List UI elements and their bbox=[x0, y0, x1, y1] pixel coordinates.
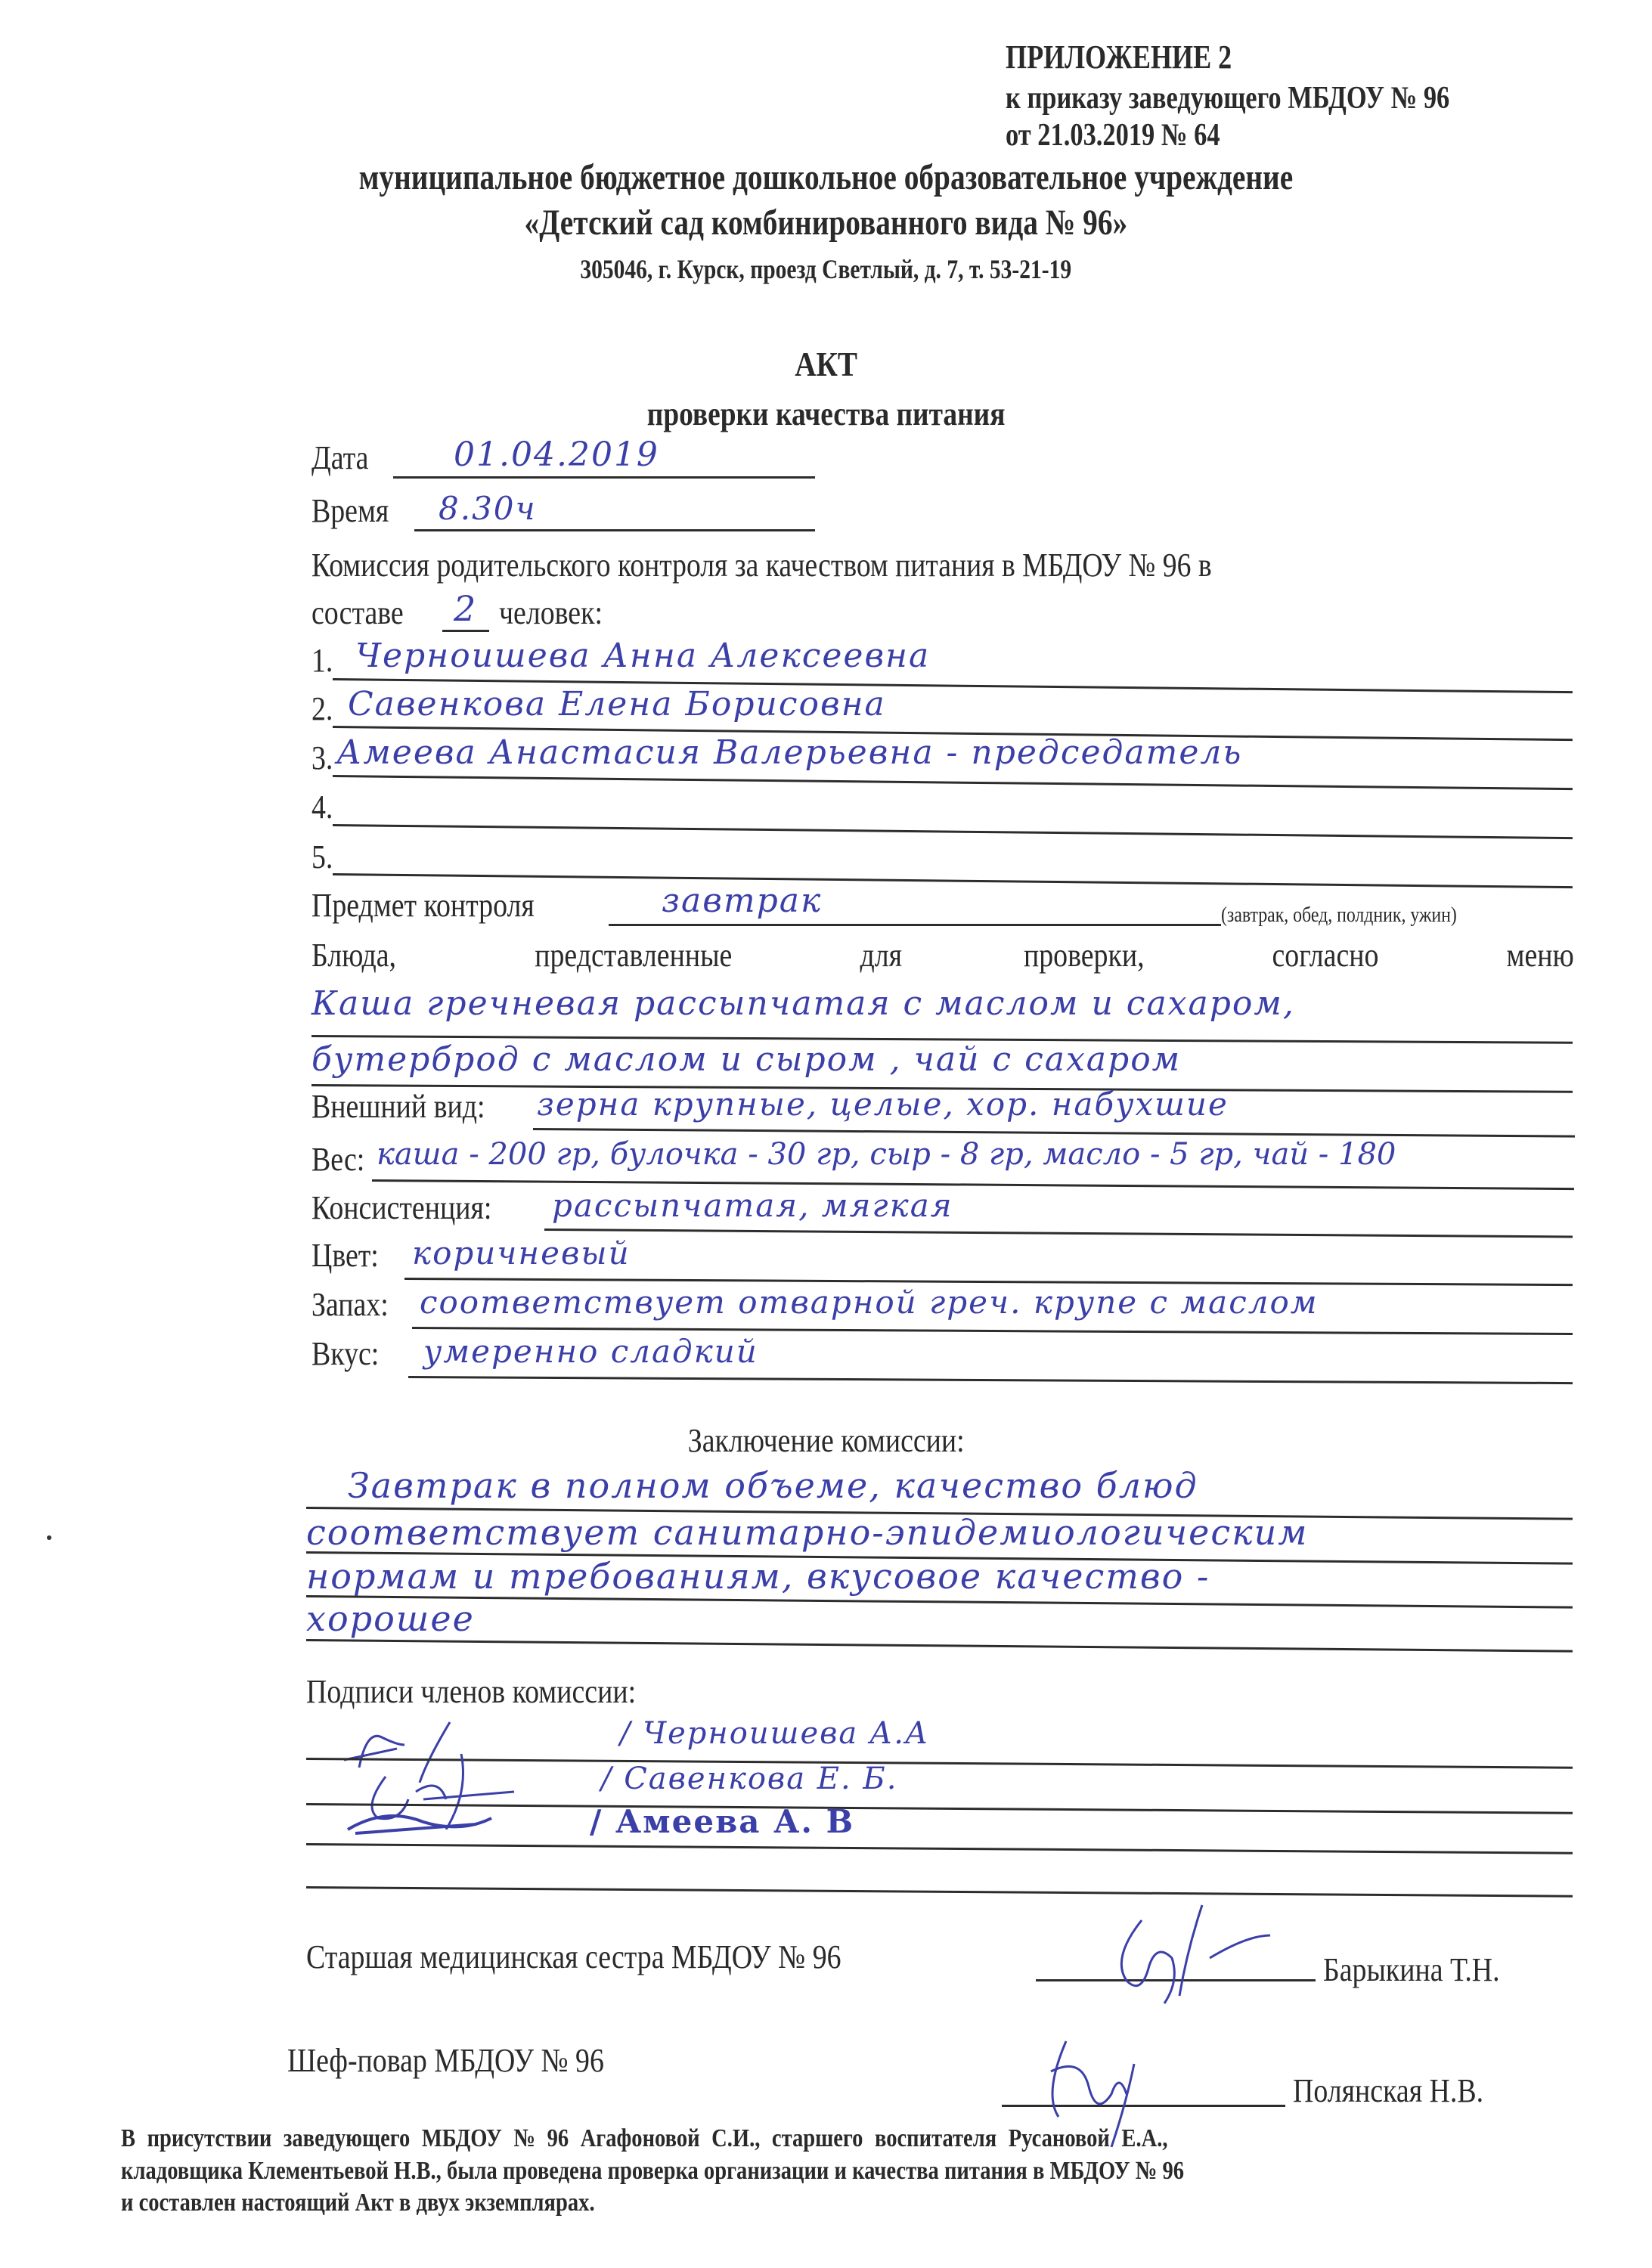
conclusion-underline-4 bbox=[306, 1639, 1573, 1653]
dishes-label-word: проверки, bbox=[1024, 937, 1145, 974]
date-underline bbox=[393, 476, 815, 479]
order-date: от 21.03.2019 № 64 bbox=[1006, 118, 1220, 153]
chef-label: Шеф-повар МБДОУ № 96 bbox=[287, 2042, 604, 2079]
consistency-field[interactable]: рассыпчатая, мягкая bbox=[552, 1187, 953, 1224]
color-label: Цвет: bbox=[311, 1237, 379, 1274]
smell-label: Запах: bbox=[311, 1286, 389, 1323]
institution-address-text: 305046, г. Курск, проезд Светлый, д. 7, т. 53-21-19 bbox=[580, 254, 1072, 284]
institution-type-text: муниципальное бюджетное дошкольное образовательное учреждение bbox=[358, 157, 1294, 197]
member-num-5: 5. bbox=[311, 838, 333, 875]
conclusion-label-text: Заключение комиссии: bbox=[687, 1422, 965, 1459]
dishes-label-word: меню bbox=[1506, 937, 1574, 974]
commission-count-underline bbox=[442, 630, 489, 632]
member-field-1[interactable]: Черноишева Анна Алексеевна bbox=[355, 637, 931, 675]
chef-name: Полянская Н.В. bbox=[1293, 2072, 1484, 2109]
commission-count-field[interactable]: 2 bbox=[454, 588, 478, 629]
subject-hint: (завтрак, обед, полдник, ужин) bbox=[1221, 903, 1457, 927]
nurse-name: Барыкина Т.Н. bbox=[1323, 1951, 1500, 1988]
taste-underline bbox=[408, 1376, 1573, 1384]
member-num-3: 3. bbox=[311, 739, 333, 776]
footer-line-1 bbox=[121, 2124, 1633, 2153]
document-subtitle-text: проверки качества питания bbox=[646, 395, 1006, 432]
footer-line-1-text: В присутствии заведующего МБДОУ № 96 Агафоновой С.И., старшего воспитателя Русановой Е.А., bbox=[121, 2124, 1168, 2152]
dishes-label-word: представленные bbox=[535, 937, 733, 974]
smell-field[interactable]: соответствует отварной греч. крупе с маслом bbox=[420, 1284, 1319, 1321]
dishes-label-word: для bbox=[860, 937, 903, 974]
appendix-title: ПРИЛОЖЕНИЕ 2 bbox=[1006, 39, 1232, 76]
member-num-4: 4. bbox=[311, 789, 333, 826]
signature-name-2: / Савенкова Е. Б. bbox=[601, 1761, 898, 1796]
footer-line-2-text: кладовщика Клементьевой Н.В., была проведена проверка организации и качества питания в МБДОУ № 96 bbox=[121, 2157, 1185, 2185]
taste-field[interactable]: умеренно сладкий bbox=[423, 1333, 758, 1370]
footer-line-3-text: и составлен настоящий Акт в двух экземплярах. bbox=[121, 2189, 595, 2217]
signature-underline-4 bbox=[306, 1886, 1573, 1898]
institution-name bbox=[0, 202, 1652, 243]
dishes-label-word: согласно bbox=[1272, 937, 1379, 974]
taste-label: Вкус: bbox=[311, 1335, 380, 1372]
time-field[interactable]: 8.30ч bbox=[439, 490, 537, 527]
weight-field[interactable]: каша - 200 гр, булочка - 30 гр, сыр - 8 гр, масло - 5 гр, чай - 180 bbox=[377, 1137, 1396, 1172]
nurse-label: Старшая медицинская сестра МБДОУ № 96 bbox=[306, 1938, 841, 1975]
subject-field[interactable]: завтрак bbox=[662, 881, 823, 920]
conclusion-field-line-3[interactable]: нормам и требованиям, вкусовое качество - bbox=[306, 1556, 1210, 1597]
commission-composition-suffix: человек: bbox=[499, 594, 603, 631]
subject-underline bbox=[609, 924, 1221, 926]
time-underline bbox=[414, 529, 815, 531]
member-num-2: 2. bbox=[311, 690, 333, 727]
signature-underline-3 bbox=[306, 1843, 1573, 1854]
institution-address bbox=[0, 253, 1652, 285]
signature-name-3: / Амеева А. В bbox=[590, 1803, 855, 1840]
document-title bbox=[0, 344, 1652, 384]
signatures-label: Подписи членов комиссии: bbox=[306, 1673, 637, 1710]
signature-scribble-icon bbox=[340, 1803, 507, 1841]
appearance-underline bbox=[533, 1128, 1575, 1138]
signature-name-1: / Черноишева А.А bbox=[620, 1716, 930, 1751]
document-title-text: АКТ bbox=[795, 345, 857, 383]
conclusion-underline-3 bbox=[306, 1595, 1573, 1609]
nurse-signature-icon bbox=[1096, 1898, 1278, 2011]
date-label: Дата bbox=[311, 439, 369, 476]
conclusion-label bbox=[0, 1421, 1652, 1460]
commission-composition-prefix: составе bbox=[311, 594, 404, 631]
dishes-label bbox=[311, 936, 1574, 974]
date-field[interactable]: 01.04.2019 bbox=[454, 435, 659, 474]
conclusion-field-line-1[interactable]: Завтрак в полном объеме, качество блюд bbox=[348, 1465, 1198, 1506]
order-reference: к приказу заведующего МБДОУ № 96 bbox=[1006, 81, 1450, 116]
weight-label: Вес: bbox=[311, 1141, 365, 1178]
member-field-3[interactable]: Амеева Анастасия Валерьевна - председатель bbox=[336, 733, 1243, 772]
dishes-field-line-1[interactable]: Каша гречневая рассыпчатая с маслом и сахаром, bbox=[311, 984, 1295, 1023]
member-underline-3 bbox=[333, 775, 1573, 790]
consistency-underline bbox=[544, 1228, 1573, 1238]
conclusion-field-line-4[interactable]: хорошее bbox=[306, 1598, 475, 1639]
document-subtitle bbox=[0, 395, 1652, 433]
member-field-2[interactable]: Савенкова Елена Борисовна bbox=[348, 685, 886, 723]
conclusion-field-line-2[interactable]: соответствует санитарно-эпидемиологическим bbox=[306, 1512, 1309, 1553]
subject-label: Предмет контроля bbox=[311, 887, 535, 924]
color-field[interactable]: коричневый bbox=[412, 1235, 631, 1272]
institution-type bbox=[0, 156, 1652, 198]
member-underline-4 bbox=[333, 824, 1573, 839]
commission-intro: Комиссия родительского контроля за качеством питания в МБДОУ № 96 в bbox=[311, 547, 1212, 584]
institution-name-text: «Детский сад комбинированного вида № 96» bbox=[524, 203, 1128, 243]
consistency-label: Консистенция: bbox=[311, 1189, 492, 1226]
footer-line-2 bbox=[121, 2157, 1387, 2186]
appearance-field[interactable]: зерна крупные, целые, хор. набухшие bbox=[537, 1086, 1229, 1123]
member-num-1: 1. bbox=[311, 642, 333, 679]
dishes-label-word: Блюда, bbox=[311, 937, 396, 974]
time-label: Время bbox=[311, 492, 389, 529]
dishes-field-line-2[interactable]: бутерброд с маслом и сыром , чай с сахаром bbox=[311, 1040, 1182, 1079]
appearance-label: Внешний вид: bbox=[311, 1088, 485, 1125]
footer-line-3 bbox=[121, 2189, 685, 2217]
scan-speck bbox=[47, 1535, 51, 1540]
